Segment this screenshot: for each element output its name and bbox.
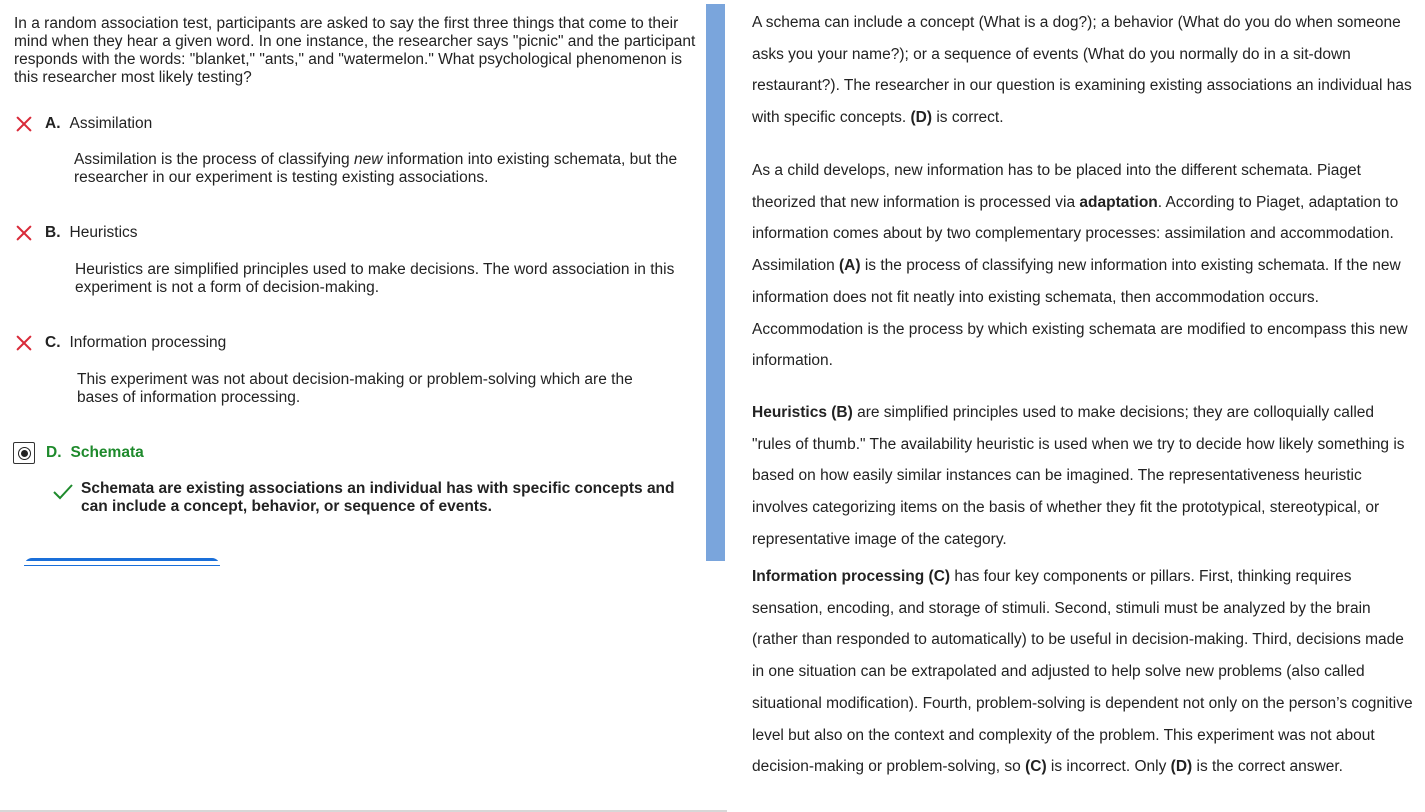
explanation-text: Assimilation is the process of classifying <box>74 151 354 168</box>
explanation-paragraph <box>752 561 1417 783</box>
paragraph-text: is the process of classifying new information into existing schemata. If the new information does not fit neatly into existing schemata, then accommodation occurs. Accommodation is the process by which existing schemata are modified to encompass this new information. <box>752 257 1408 370</box>
option-label: Heuristics <box>69 224 138 241</box>
option-letter: D. <box>46 444 62 461</box>
explanation-paragraph <box>752 7 1417 134</box>
question-panel <box>0 0 706 812</box>
x-mark-icon <box>14 114 34 134</box>
x-mark-icon <box>14 223 34 243</box>
paragraph-text: As a child develops, new information has to be placed into the different schemata. Piaget theorized that new information is processed via <box>752 162 1361 211</box>
option-b[interactable] <box>14 222 138 244</box>
option-label: Schemata <box>70 444 144 461</box>
option-letter: A. <box>45 115 61 132</box>
paragraph-text: is correct. <box>932 109 1004 127</box>
option-c-explanation: This experiment was not about decision-making or problem-solving which are the bases of information processing. <box>77 371 633 406</box>
bold-text: (D) <box>1170 758 1193 776</box>
option-b-explanation: Heuristics are simplified principles used to make decisions. The word association in this experiment is not a form of decision-making. <box>75 261 675 296</box>
paragraph-text: A schema can include a concept (What is a dog?); a behavior (What do you do when someone asks you your name?); or a sequence of events (What do you normally do in a sit-down restaurant?). The researcher in our question is examining existing associations an individual has with specific concepts. <box>752 14 1412 127</box>
option-letter: C. <box>45 334 61 351</box>
option-d-explanation <box>52 480 702 516</box>
paragraph-text: . According to Piaget, adaptation to information comes about by two complementary processes: assimilation and accommodation. Assimilation <box>752 193 1399 275</box>
bold-text: Information processing (C) <box>752 568 951 585</box>
bold-text: (A) <box>839 257 861 275</box>
bold-text: adaptation <box>1079 193 1158 211</box>
checkmark-icon <box>52 482 74 500</box>
correct-explanation-text: Schemata are existing associations an individual has with specific concepts and can include a concept, behavior, or sequence of events. <box>81 480 675 515</box>
option-label: Information processing <box>69 334 227 351</box>
x-mark-icon <box>14 333 34 353</box>
option-d[interactable] <box>14 442 144 464</box>
selected-radio-icon[interactable] <box>13 442 35 464</box>
option-a-explanation <box>74 151 700 187</box>
explanation-paragraph <box>752 155 1417 377</box>
bold-text: Heuristics (B) <box>752 404 853 421</box>
bold-text: (C) <box>1025 758 1047 776</box>
paragraph-text: has four key components or pillars. First, thinking requires sensation, encoding, and storage of stimuli. Second, stimuli must be analyzed by the brain (rather than responded to automatically) to be useful in decision-making. Third, decisions made in one situation can be extrapolated and adjusted to help solve new problems (also called situational modification). Fourth, problem-solving is dependent not only on the person’s cognitive level but also on the context and complexity of the problem. This experiment was not about decision-making or problem-solving, so <box>752 568 1413 776</box>
panel-divider[interactable] <box>706 4 725 561</box>
paragraph-text: are simplified principles used to make decisions; they are colloquially called "rules of thumb." The availability heuristic is used when we try to decide how likely something is based on how easily similar instances can be imagined. The representativeness heuristic involves categorizing items on the basis of whether they fit the prototypical, stereotypical, or representative image of the category. <box>752 404 1405 548</box>
explanation-paragraph <box>752 397 1417 556</box>
option-c[interactable] <box>14 332 226 354</box>
emphasis-text: new <box>353 151 383 168</box>
question-text: In a random association test, participants are asked to say the first three things that come to their mind when they hear a given word. In one instance, the researcher says "picnic" and the participant responds with the words: "blanket," "ants," and "watermelon." What psychological phenomenon is this researcher most likely testing? <box>14 15 696 86</box>
option-a[interactable] <box>14 113 152 135</box>
panel-bottom-edge <box>0 561 706 565</box>
bold-text: (D) <box>910 109 933 127</box>
option-letter: B. <box>45 224 61 241</box>
paragraph-text: is the correct answer. <box>1192 758 1343 776</box>
paragraph-text: is incorrect. Only <box>1046 758 1171 776</box>
option-label: Assimilation <box>69 115 153 132</box>
explanation-text: information into existing schemata, but the researcher in our experiment is testing existing associations. <box>74 151 678 186</box>
